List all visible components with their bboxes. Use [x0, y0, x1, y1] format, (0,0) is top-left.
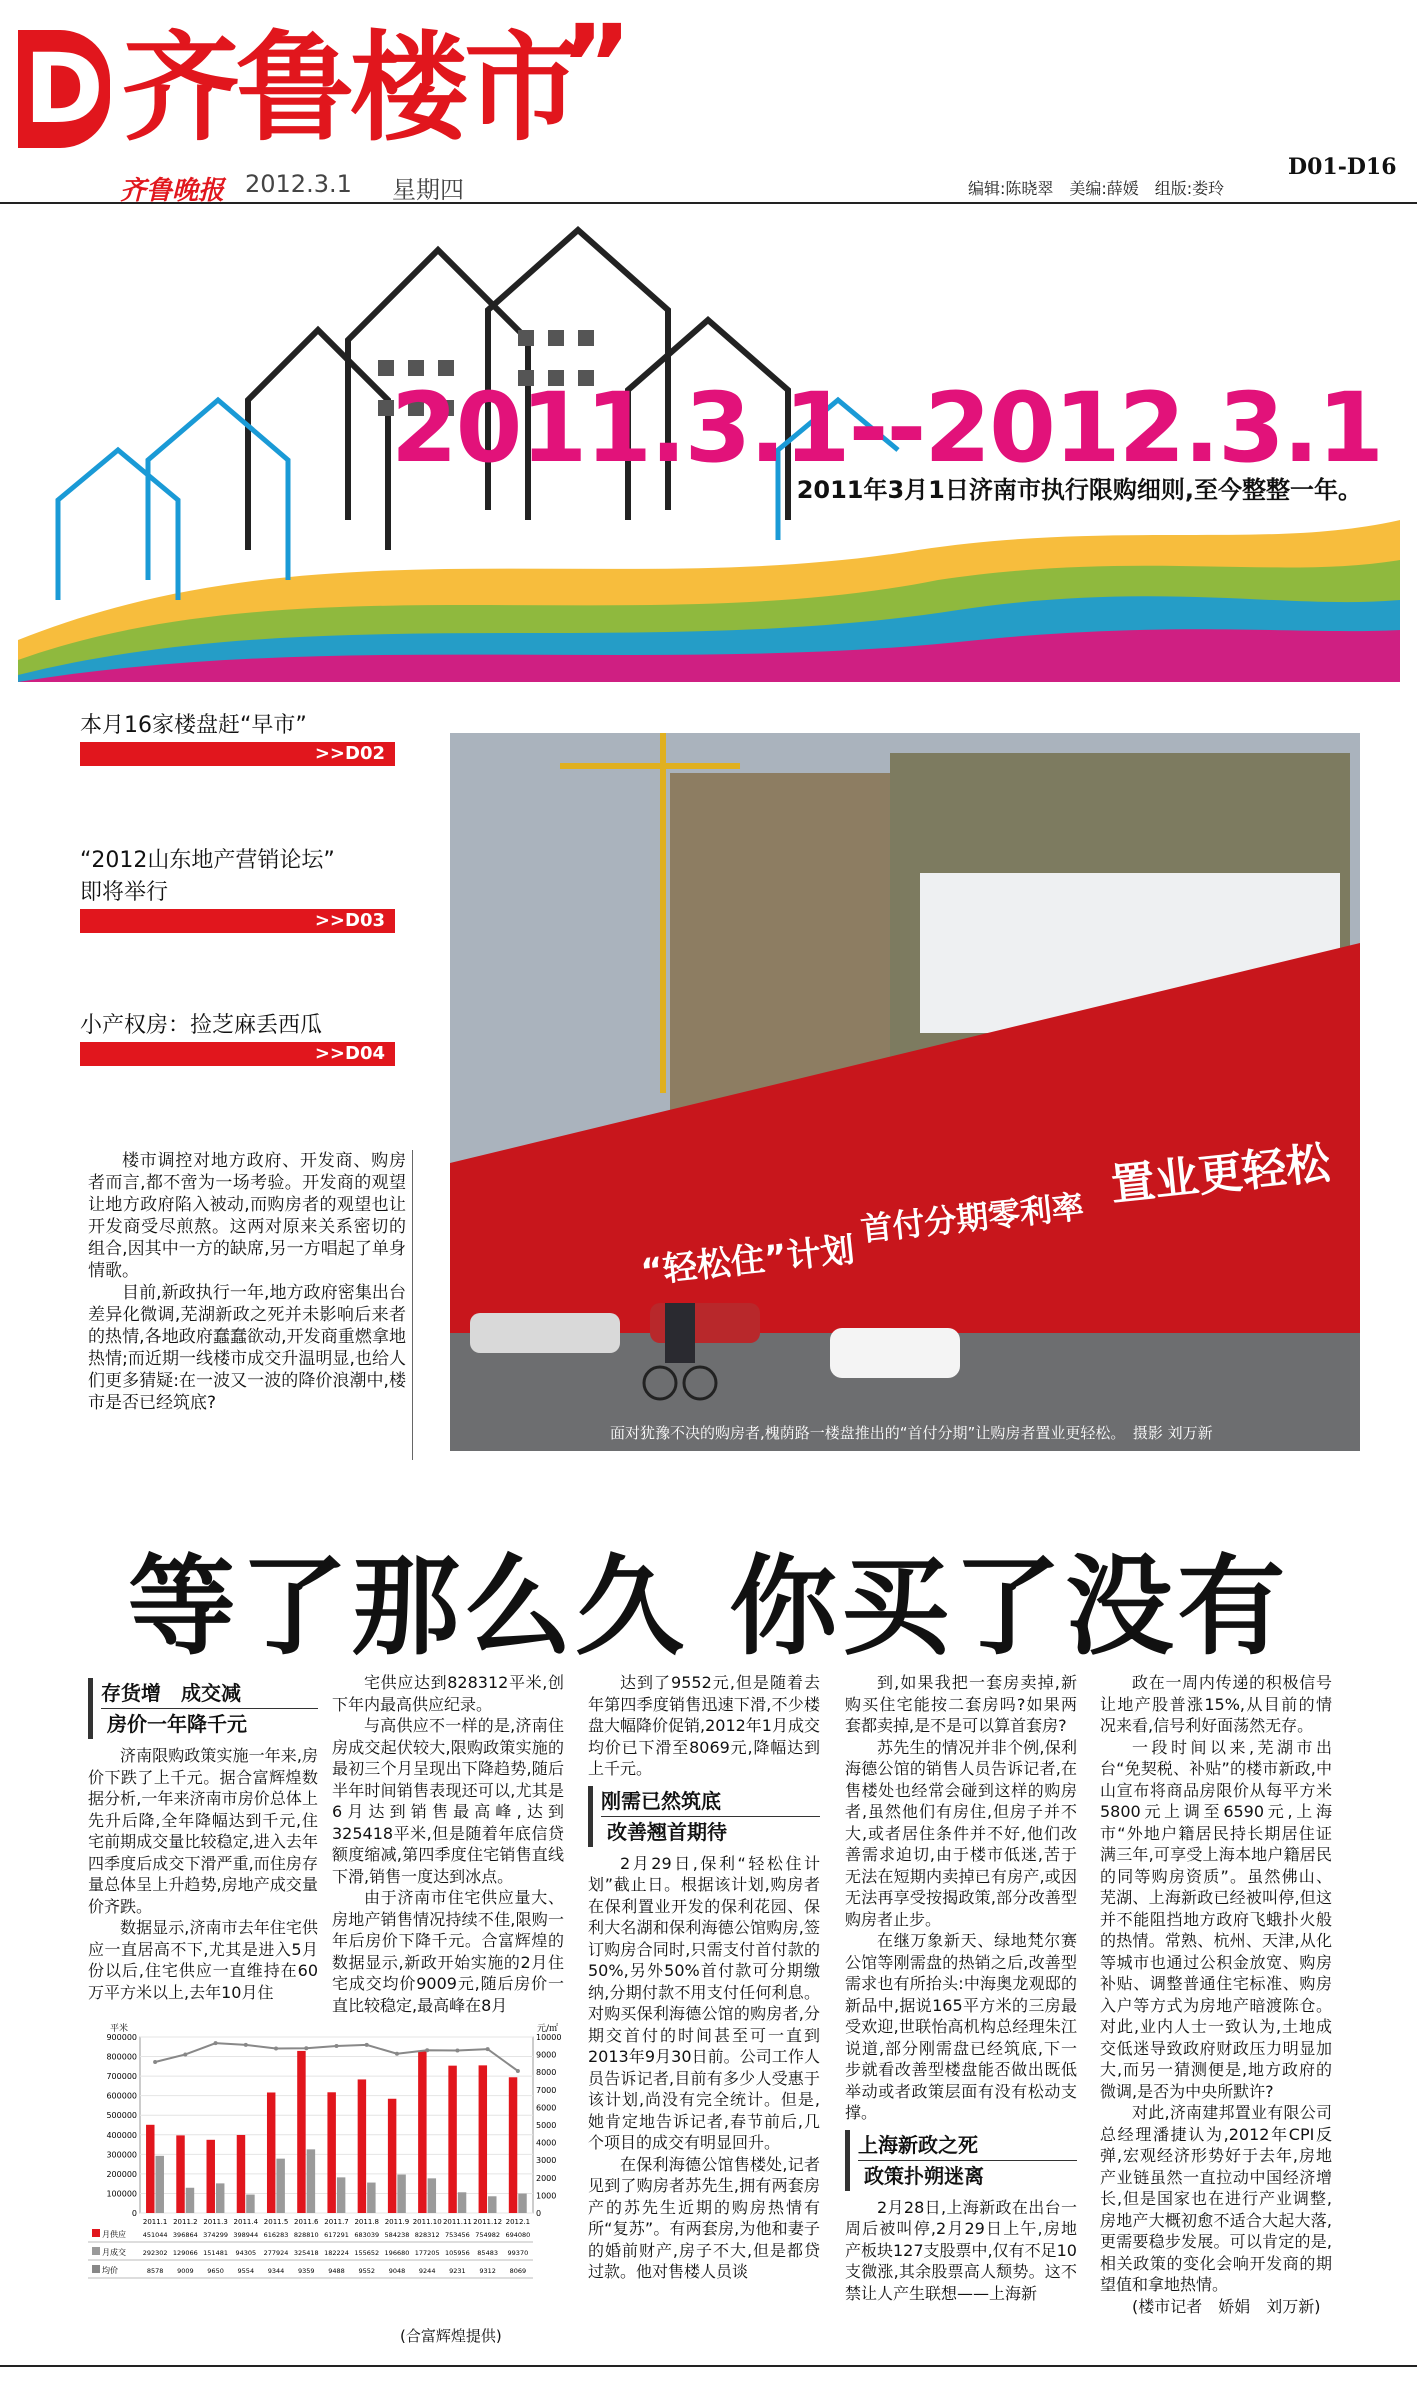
x-tick-label: 2011.2: [173, 2218, 198, 2226]
teaser-d03[interactable]: [80, 845, 395, 933]
section-subtitle: 政策扑朔迷离: [858, 2160, 1077, 2191]
teaser-title: 小产权房：捡芝麻丢西瓜: [80, 1013, 323, 1038]
section-heading: [845, 2130, 1077, 2191]
left-tick-label: 400000: [106, 2130, 137, 2140]
table-cell: 8069: [509, 2267, 527, 2275]
table-cell: 177205: [414, 2249, 440, 2257]
issue-weekday: 星期四: [392, 176, 464, 204]
article-column-4: [845, 1672, 1077, 2304]
sales-bar: [186, 2188, 194, 2213]
right-axis-unit: 元/㎡: [537, 2024, 559, 2034]
left-tick-label: 800000: [106, 2052, 137, 2062]
supply-bar: [237, 2135, 245, 2213]
section-subtitle: 房价一年降千元: [101, 1708, 318, 1739]
supply-bar: [146, 2125, 154, 2213]
table-cell: 151481: [203, 2249, 228, 2257]
paragraph: 达到了9552元,但是随着去年第四季度销售迅速下滑,不少楼盘大幅降价促销,2012年1月成交均价已下滑至8069元,降幅达到上千元。: [588, 1673, 820, 1778]
left-tick-label: 0: [131, 2209, 137, 2218]
banner-subtitle: 2011年3月1日济南市执行限购细则,至今整整一年。: [796, 476, 1362, 504]
x-tick-label: 2011.8: [354, 2218, 379, 2226]
section-title: 上海新政之死: [858, 2132, 978, 2157]
teaser-page-link[interactable]: >>D04: [80, 1042, 395, 1066]
photo-scene: [450, 733, 1360, 1451]
table-cell: 374299: [203, 2231, 228, 2239]
paragraph: 在继万象新天、绿地梵尔赛公馆等刚需盘的热销之后,改善型需求也有所抬头:中海奥龙观邸的新品中,据说165平方米的三房最受欢迎,世联怡高机构总经理朱江说道,部分刚需盘已经筑底,下一步就看改善型楼盘能否做出既低举动或者政策层面有没有松动支撑。: [845, 1931, 1077, 2122]
left-tick-label: 500000: [106, 2111, 137, 2121]
paragraph: 苏先生的情况并非个例,保利海德公馆的销售人员告诉记者,在售楼处也经常会碰到这样的购房者,虽然他们有房住,但房子并不大,或者居住条件并不好,他们改善需求迫切,由于楼市低迷,苦于无法在短期内卖掉已有房产,或因无法再享受按揭政策,部分改善型购房者止步。: [845, 1737, 1077, 1929]
x-tick-label: 2012.1: [505, 2218, 531, 2226]
supply-bar: [267, 2092, 275, 2213]
table-cell: 828312: [414, 2231, 440, 2239]
left-tick-label: 200000: [106, 2169, 137, 2179]
paragraph: 在保利海德公馆售楼处,记者见到了购房者苏先生,拥有两套房产的苏先生近期的购房热情有所“复苏”。有两套房,为他和妻子的婚前财产,房子不大,但是都贷过款。他对售楼人员谈: [588, 2154, 820, 2281]
table-cell: 155652: [354, 2249, 380, 2257]
right-tick-label: 0: [536, 2209, 542, 2218]
issue-date: 2012.3.1: [245, 170, 352, 198]
table-cell: 753456: [445, 2231, 470, 2239]
table-cell: 9009: [177, 2267, 194, 2275]
table-cell: 182224: [324, 2249, 349, 2257]
right-tick-label: 8000: [536, 2068, 557, 2078]
right-tick-label: 4000: [536, 2138, 557, 2148]
supply-bar: [509, 2077, 517, 2213]
x-tick-label: 2011.10: [412, 2218, 442, 2226]
intro-text: [88, 1150, 406, 1414]
table-cell: 9048: [388, 2267, 406, 2275]
chart-caption: (合富辉煌提供): [400, 2327, 502, 2345]
article-column-5: [1100, 1672, 1332, 2317]
sales-bar: [246, 2195, 254, 2213]
paragraph: 2月28日,上海新政在出台一周后被叫停,2月29日上午,房地产板块127支股票中,仅有不足10支微涨,其余股票高人颓势。这不禁让人产生联想——上海新: [845, 2197, 1077, 2303]
right-tick-label: 3000: [536, 2156, 557, 2166]
table-cell: 9312: [479, 2267, 496, 2275]
slogan-easy-living: “轻松住”计划: [638, 1229, 857, 1293]
sales-bar: [518, 2194, 526, 2213]
sales-bar: [488, 2196, 496, 2213]
left-tick-label: 100000: [106, 2189, 137, 2199]
teaser-title: “2012山东地产营销论坛”: [80, 848, 335, 873]
legend-swatch: [92, 2247, 100, 2255]
table-cell: 9488: [328, 2267, 345, 2275]
supply-bar: [358, 2079, 366, 2213]
section-title: 存货增 成交减: [101, 1681, 241, 1705]
supply-bar: [418, 2051, 426, 2213]
section-subtitle: 改善翘首期待: [601, 1816, 820, 1847]
x-tick-label: 2011.11: [442, 2218, 472, 2226]
table-cell: 129066: [172, 2249, 198, 2257]
anniversary-banner: [18, 220, 1400, 682]
sales-bar: [458, 2192, 466, 2213]
teaser-title: 本月16家楼盘赶“早市”: [80, 713, 307, 738]
article-column-2: [332, 1672, 564, 2016]
table-cell: 8578: [146, 2267, 164, 2275]
supply-demand-chart: [88, 2015, 578, 2315]
table-cell: 683039: [354, 2231, 380, 2239]
page-range: D01-D16: [1288, 154, 1397, 180]
section-title: 刚需已然筑底: [601, 1788, 721, 1813]
right-tick-label: 1000: [536, 2191, 557, 2201]
table-cell: 85483: [477, 2249, 498, 2257]
table-cell: 9552: [358, 2267, 376, 2275]
section-heading: [588, 1786, 820, 1847]
sales-bar: [276, 2159, 284, 2213]
left-axis-unit: 平米: [110, 2024, 129, 2034]
table-cell: 451044: [142, 2231, 168, 2239]
legend-swatch: [92, 2229, 100, 2237]
newspaper-name: 齐鲁晚报: [120, 176, 225, 206]
table-cell: 9231: [449, 2267, 466, 2275]
left-tick-label: 600000: [106, 2091, 137, 2101]
x-tick-label: 2011.5: [263, 2218, 289, 2226]
paragraph: 对此,济南建邦置业有限公司总经理潘捷认为,2012年CPI反弹,宏观经济形势好于去年,房地产业链虽然一直拉动中国经济增长,但是国家也在进行产业调整,房地产大概初愈不适合大起大落,更需要稳步发展。可以肯定的是,相关政策的变化会响开发商的期望值和拿地热情。: [1100, 2103, 1332, 2294]
right-tick-label: 7000: [536, 2085, 557, 2095]
masthead-d-badge: D: [18, 30, 110, 148]
table-cell: 277924: [263, 2249, 289, 2257]
right-tick-label: 10000: [536, 2033, 562, 2042]
intro-divider: [412, 1150, 413, 1460]
supply-bar: [448, 2066, 456, 2213]
legend-swatch: [92, 2265, 100, 2273]
paragraph: 一段时间以来,芜湖市出台“免契税、补贴”的楼市新政,中山宣布将商品房限价从每平方米5800元上调至6590元,上海市“外地户籍居民持长期居住证满三年,可享受上海本地户籍居民的同等购房资质”。虽然佛山、芜湖、上海新政已经被叫停,但这并不能阻挡地方政府飞蛾扑火般的热情。常熟、杭州、天津,从化等城市也通过公积金放宽、购房补贴、调整普通住宅标准、购房入户等方式为房地产暗渡陈仓。对此,业内人士一致认为,土地成交低迷导致政府财政压力明显加大,而另一猜测便是,地方政府的微调,是否为中央所默许?: [1100, 1737, 1332, 2101]
left-tick-label: 900000: [106, 2033, 137, 2042]
table-cell: 292302: [142, 2249, 168, 2257]
sales-bar: [216, 2183, 224, 2213]
article-column-1: [88, 1672, 318, 2003]
sales-bar: [428, 2178, 436, 2213]
slogan-easy-home: 置业更轻松: [1108, 1137, 1333, 1212]
x-tick-label: 2011.4: [233, 2218, 259, 2226]
right-tick-label: 5000: [536, 2121, 557, 2130]
table-cell: 9244: [418, 2267, 436, 2275]
supply-bar: [207, 2140, 215, 2213]
table-cell: 94305: [235, 2249, 257, 2257]
masthead-quote-mark: ”: [560, 1, 633, 129]
paragraph: 与高供应不一样的是,济南住房成交起伏较大,限购政策实施的最初三个月呈现出下降趋势,随后半年时间销售表现还可以,尤其是6月达到销售最高峰,达到325418平米,但是随着年底信贷额度缩减,第四季度住宅销售直线下滑,销售一度达到冰点。: [332, 1716, 564, 1886]
sales-bar: [337, 2177, 345, 2213]
teaser-d02[interactable]: [80, 710, 395, 766]
table-cell: 398944: [233, 2231, 259, 2239]
right-tick-label: 6000: [536, 2103, 557, 2113]
paragraph: 到,如果我把一套房卖掉,新购买住宅能按二套房吗?如果两套都卖掉,是不是可以算首套房?: [845, 1673, 1077, 1735]
paragraph: 数据显示,济南市去年住宅供应一直居高不下,尤其是进入5月份以后,住宅供应一直维持在60万平方米以上,去年10月住: [88, 1918, 318, 2002]
legend-label: 月供应: [102, 2230, 126, 2239]
supply-bar: [327, 2092, 335, 2213]
header-rule: [0, 202, 1417, 204]
x-tick-label: 2011.7: [324, 2218, 349, 2226]
table-cell: 105956: [445, 2249, 470, 2257]
table-cell: 99370: [507, 2249, 529, 2257]
left-tick-label: 300000: [106, 2150, 137, 2160]
footer-rule: [0, 2365, 1417, 2367]
table-cell: 694080: [505, 2231, 531, 2239]
x-tick-label: 2011.6: [294, 2218, 319, 2226]
table-cell: 325418: [293, 2249, 319, 2257]
table-cell: 396864: [172, 2231, 198, 2239]
table-cell: 9554: [237, 2267, 255, 2275]
x-tick-label: 2011.1: [142, 2218, 168, 2226]
table-cell: 9344: [267, 2267, 285, 2275]
x-tick-label: 2011.9: [384, 2218, 410, 2226]
legend-label: 月成交: [102, 2248, 126, 2257]
table-cell: 754982: [475, 2231, 501, 2239]
supply-bar: [479, 2065, 487, 2213]
lead-photo: [450, 733, 1360, 1451]
teaser-page-link[interactable]: >>D02: [80, 742, 395, 766]
supply-bar: [297, 2051, 305, 2213]
legend-label: 均价: [102, 2266, 118, 2275]
date-range-title: 2011.3.1--2012.3.1: [390, 372, 1382, 484]
paragraph: 济南限购政策实施一年来,房价下跌了上千元。据合富辉煌数据分析,一年来济南市房价总体上先升后降,全年降幅达到千元,住宅前期成交量比较稳定,进入去年四季度后成交下滑严重,而住房存量总体呈上升趋势,房地产成交量价齐跌。: [88, 1746, 318, 1916]
paragraph: 由于济南市住宅供应量大、房地产销售情况持续不佳,限购一年后房价下降千元。合富辉煌的数据显示,新政开始实施的2月住宅成交均价9009元,随后房价一直比较稳定,最高峰在8月: [332, 1888, 564, 2015]
supply-bar: [176, 2135, 184, 2213]
photo-caption: 面对犹豫不决的购房者,槐荫路一楼盘推出的“首付分期”让购房者置业更轻松。 摄影 刘万新: [610, 1424, 1213, 1442]
paragraph: 2月29日,保利“轻松住计划”截止日。根据该计划,购房者在保利置业开发的保利花园、保利大名湖和保利海德公馆购房,签订购房合同时,只需支付首付款的50%,另外50%首付款可分期缴纳,分期付款不用支付任何利息。对购买保利海德公馆的购房者,分期交首付的时间甚至可一直到2013年9月30日前。公司工作人员告诉记者,目前有多少人受惠于该计划,尚没有完全统计。但是,她肯定地告诉记者,春节前后,几个项目的成交有明显回升。: [588, 1853, 820, 2152]
table-cell: 9650: [207, 2267, 224, 2275]
slogan-zero-interest: 首付分期零利率: [858, 1187, 1086, 1249]
table-cell: 828810: [293, 2231, 319, 2239]
right-tick-label: 9000: [536, 2050, 557, 2060]
paragraph: 宅供应达到828312平米,创下年内最高供应纪录。: [332, 1673, 564, 1714]
sales-bar: [156, 2156, 164, 2213]
paragraph: 政在一周内传递的积极信号让地产股普涨15%,从目前的情况来看,信号利好面荡然无存。: [1100, 1673, 1332, 1735]
table-cell: 584238: [384, 2231, 410, 2239]
teaser-title-line2: 即将举行: [80, 880, 169, 905]
table-cell: 617291: [324, 2231, 349, 2239]
supply-bar: [388, 2099, 396, 2213]
main-headline: 等了那么久 你买了没有: [127, 1545, 1290, 1670]
right-tick-label: 2000: [536, 2173, 557, 2183]
table-cell: 196680: [384, 2249, 410, 2257]
editor-credits: 编辑:陈晓翠 美编:薛媛 组版:娄玲: [968, 179, 1225, 198]
article-column-3: [588, 1672, 820, 2283]
plot-frame: [140, 2037, 533, 2213]
sales-bar: [367, 2183, 375, 2213]
sales-bar: [397, 2175, 405, 2213]
intro-paragraph: 目前,新政执行一年,地方政府密集出台差异化微调,芜湖新政之死并未影响后来者的热情,各地政府蠢蠢欲动,开发商重燃拿地热情;而近期一线楼市成交升温明显,也给人们更多猜疑:在一波又一波的降价浪潮中,楼市是否已经筑底?: [88, 1283, 406, 1413]
x-tick-label: 2011.12: [473, 2218, 503, 2226]
teaser-page-link[interactable]: >>D03: [80, 909, 395, 933]
left-tick-label: 700000: [106, 2072, 137, 2082]
section-heading: [88, 1678, 318, 1739]
teaser-d04[interactable]: [80, 1010, 395, 1066]
table-cell: 616283: [263, 2231, 289, 2239]
table-cell: 9359: [297, 2267, 315, 2275]
chart-svg: [88, 2015, 578, 2315]
x-tick-label: 2011.3: [203, 2218, 228, 2226]
section-title: 齐鲁楼市: [122, 19, 579, 157]
byline: (楼市记者 娇娟 刘万新): [1132, 2296, 1321, 2316]
intro-paragraph: 楼市调控对地方政府、开发商、购房者而言,都不啻为一场考验。开发商的观望让地方政府陷入被动,而购房者的观望也让开发商受尽煎熬。这两对原来关系密切的组合,因其中一方的缺席,另一方唱起了单身情歌。: [88, 1151, 406, 1281]
sales-bar: [307, 2149, 315, 2213]
